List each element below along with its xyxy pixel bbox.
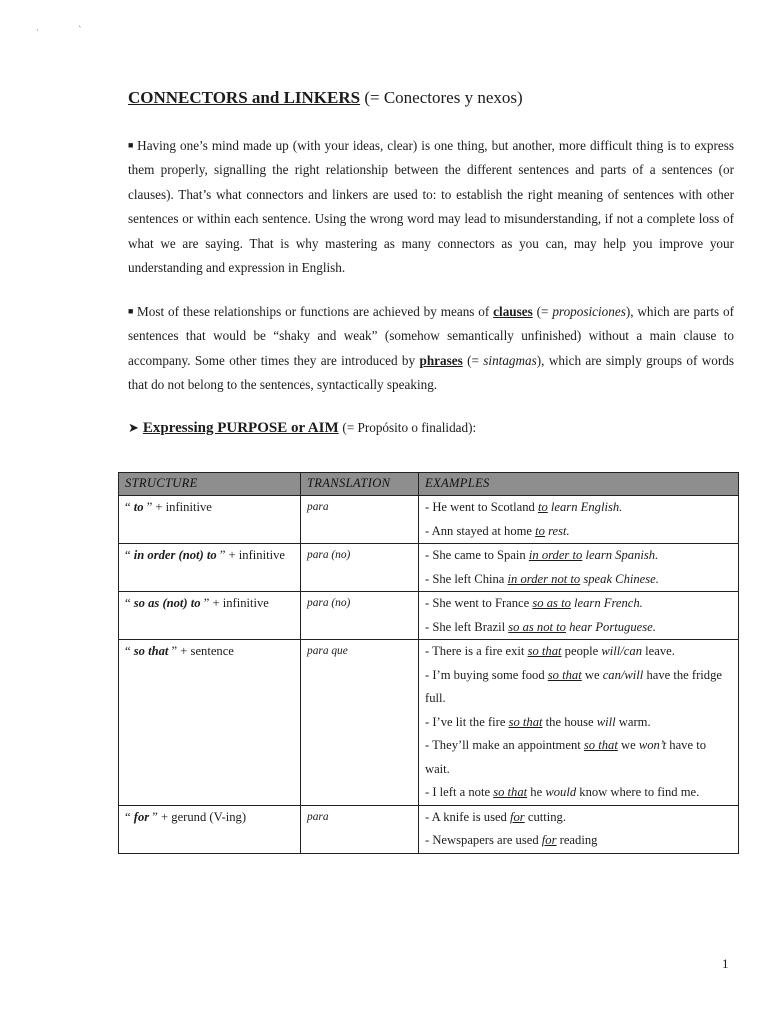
example-text: people	[561, 644, 602, 658]
scan-speck: ˋ	[78, 26, 83, 36]
translation-cell: para (no)	[301, 592, 419, 640]
example-emphasis: would	[545, 785, 577, 799]
example-text: - I’ve lit the fire	[425, 714, 509, 729]
table-row	[119, 592, 739, 640]
page-title	[128, 88, 523, 108]
table-row	[119, 805, 739, 853]
example-text: have to wait.	[425, 738, 707, 776]
structure-cell	[119, 592, 301, 640]
structure-text: ” + infinitive	[216, 548, 285, 562]
structure-text: “	[125, 500, 134, 514]
example-text: know where to find me.	[576, 785, 700, 799]
para2-text: ), which are parts of sentences that would be “shaky and weak” (somehow semantically unfinished) without a main clause to accompany. Some other times they are introduced by	[128, 304, 734, 368]
connector-highlight: in order to	[528, 548, 583, 562]
para2-text: (=	[532, 304, 553, 319]
table-header-row	[119, 473, 739, 496]
example-text: - They’ll make an appointment	[425, 738, 584, 752]
example-text: we	[581, 667, 603, 682]
example-emphasis: can/will	[602, 667, 644, 682]
connector-highlight: so that	[508, 714, 543, 729]
example-text: - I’m buying some food	[425, 667, 548, 682]
para2-text: Most of these relationships or functions are achieved by means of	[137, 304, 494, 319]
example-text: reading	[556, 833, 598, 847]
example-sentence	[425, 568, 732, 592]
structure-cell	[119, 496, 301, 544]
example-text: we	[617, 738, 639, 752]
example-emphasis: learn Spanish.	[585, 548, 659, 562]
translation-cell: para	[301, 805, 419, 853]
structure-text: “	[125, 644, 134, 658]
example-text: - She left Brazil	[425, 619, 509, 634]
table-body	[119, 496, 739, 854]
connector-highlight: in order not to	[507, 571, 581, 586]
example-text: - I left a note	[425, 785, 494, 799]
structure-text: ” + infinitive	[200, 596, 269, 610]
table-row	[119, 544, 739, 592]
example-sentence	[425, 829, 732, 853]
header-translation: TRANSLATION	[301, 473, 419, 496]
connector-highlight: so that	[583, 738, 618, 752]
connector-term: so that	[133, 644, 169, 658]
translation-cell: para	[301, 496, 419, 544]
header-examples: EXAMPLES	[419, 473, 739, 496]
table-row	[119, 496, 739, 544]
example-emphasis: will/can	[601, 644, 642, 658]
connector-highlight: so as not to	[508, 619, 566, 634]
examples-cell	[419, 805, 739, 853]
structure-cell	[119, 544, 301, 592]
examples-cell	[419, 592, 739, 640]
connector-term: so as (not) to	[133, 596, 201, 610]
connector-highlight: for	[510, 809, 525, 824]
example-text: warm.	[615, 714, 651, 729]
example-emphasis: will	[596, 714, 616, 729]
example-sentence	[425, 544, 732, 568]
header-structure: STRUCTURE	[119, 473, 301, 496]
connector-highlight: so as to	[532, 596, 571, 610]
connector-term: to	[133, 500, 144, 514]
examples-cell	[419, 640, 739, 806]
example-sentence	[425, 496, 732, 520]
example-text: have the fridge full.	[425, 667, 722, 705]
example-sentence	[425, 640, 732, 664]
example-text: he	[527, 785, 546, 799]
example-text: - She came to Spain	[425, 548, 529, 562]
section-heading	[128, 420, 476, 437]
example-emphasis: speak Chinese.	[583, 571, 659, 586]
page-number: 1	[722, 956, 729, 971]
intro-paragraph	[128, 133, 734, 280]
scan-speck: ·	[36, 26, 39, 36]
title-translation: (= Conectores y nexos)	[364, 88, 523, 107]
example-text: - She went to France	[425, 596, 533, 610]
example-emphasis: learn English.	[550, 500, 623, 514]
para2-text: ), which are simply groups of words that do not belong to the sentences, syntactically speaking.	[128, 352, 734, 393]
table-row	[119, 640, 739, 806]
example-text: - She left China	[425, 571, 508, 586]
term-proposiciones: proposiciones	[552, 304, 626, 319]
example-text: - There is a fire exit	[425, 644, 528, 658]
structure-cell	[119, 640, 301, 806]
examples-cell	[419, 544, 739, 592]
section-heading-main: Expressing PURPOSE or AIM	[142, 420, 339, 436]
example-emphasis: rest.	[548, 523, 570, 538]
term-clauses: clauses	[493, 304, 533, 319]
term-sintagmas: sintagmas	[483, 352, 537, 368]
connector-highlight: to	[535, 523, 545, 538]
structure-text: ” + sentence	[168, 644, 234, 658]
connector-highlight: for	[541, 833, 557, 847]
example-text: leave.	[642, 644, 675, 658]
arrow-bullet-icon: ➤	[128, 421, 139, 436]
connectors-table	[118, 472, 739, 854]
example-sentence	[425, 592, 732, 616]
connector-term: for	[133, 809, 150, 824]
structure-text: ” + gerund (V-ing)	[149, 809, 247, 824]
example-text: - He went to Scotland	[425, 500, 538, 514]
structure-text: ” + infinitive	[143, 500, 212, 514]
term-phrases: phrases	[419, 352, 463, 368]
connector-term: in order (not) to	[133, 548, 217, 562]
connector-highlight: to	[537, 500, 548, 514]
intro-text: Having one’s mind made up (with your ideas, clear) is one thing, but another, more difficult thing is to express them properly, signalling the right relationship between the different sentences and parts of a sentences (or clauses). That’s what connectors and linkers are used to: to establish the right meaning of sentences with other sentences or within each sentence. Using the wrong word may lead to misunderstanding, if not a complete loss of what we are saying. That is why mastering as many connectors as you can, may help you improve your understanding and expression in English.	[128, 138, 734, 276]
example-sentence	[425, 664, 732, 711]
examples-cell	[419, 496, 739, 544]
example-text: - A knife is used	[425, 809, 511, 824]
example-emphasis: hear Portuguese.	[569, 619, 656, 634]
bullet-icon: ■	[128, 306, 135, 316]
example-sentence	[425, 711, 732, 735]
structure-text: “	[125, 596, 134, 610]
example-text: cutting.	[524, 809, 566, 824]
connector-highlight: so that	[493, 785, 528, 799]
clauses-paragraph	[128, 299, 734, 398]
structure-text: “	[125, 809, 134, 824]
example-sentence	[425, 520, 732, 544]
example-emphasis: learn French.	[574, 596, 643, 610]
bullet-icon: ■	[128, 140, 135, 150]
para2-text: (=	[462, 352, 484, 368]
example-sentence	[425, 781, 732, 805]
title-main: CONNECTORS and LINKERS	[128, 88, 361, 107]
example-sentence	[425, 734, 732, 781]
connector-highlight: so that	[527, 644, 562, 658]
example-text: - Ann stayed at home	[425, 523, 536, 538]
example-sentence	[425, 806, 732, 830]
structure-cell	[119, 805, 301, 853]
example-text: the house	[542, 714, 597, 729]
structure-text: “	[125, 548, 134, 562]
section-heading-translation: (= Propósito o finalidad):	[342, 420, 477, 435]
connector-highlight: so that	[547, 667, 582, 682]
example-emphasis: won’t	[638, 738, 667, 752]
translation-cell: para que	[301, 640, 419, 806]
example-text: - Newspapers are used	[425, 833, 542, 847]
translation-cell: para (no)	[301, 544, 419, 592]
example-sentence	[425, 616, 732, 640]
